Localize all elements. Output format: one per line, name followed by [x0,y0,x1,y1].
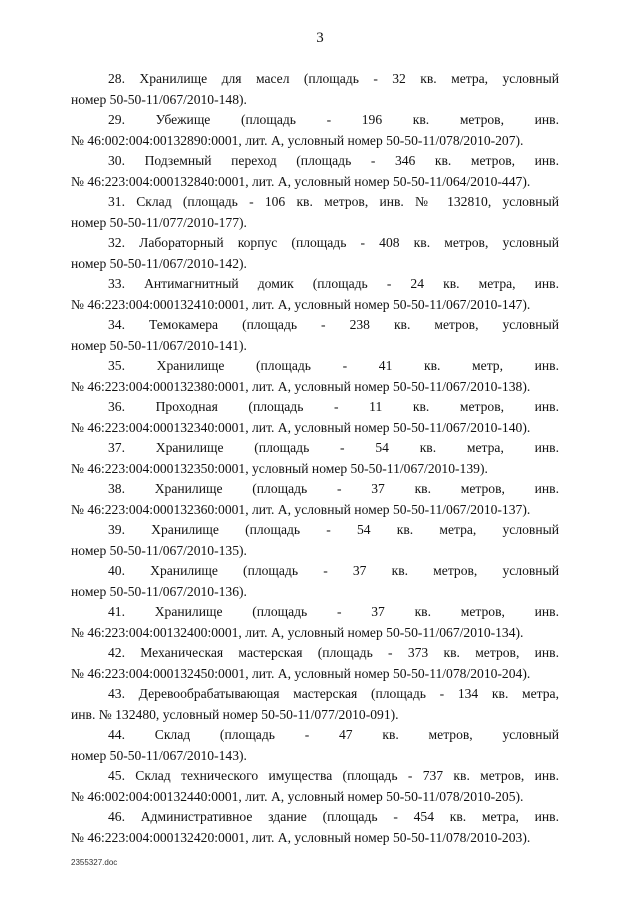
list-item [71,192,559,233]
list-item-continuation: номер 50-50-11/067/2010-141). [71,337,247,353]
list-item-first-line: 36. Проходная (площадь - 11 кв. метров, инв. [108,399,559,414]
list-item [71,438,559,479]
list-item-first-line: 32. Лабораторный корпус (площадь - 408 кв. метров, условный [108,235,559,250]
list-item-continuation: номер 50-50-11/067/2010-142). [71,255,247,271]
list-item [71,110,559,151]
document-filename: 2355327.doc [71,858,118,867]
list-item-first-line: 37. Хранилище (площадь - 54 кв. метра, инв. [108,440,559,455]
list-item [71,69,559,110]
list-item [71,274,559,315]
list-item [71,807,559,848]
list-item-continuation: № 46:223:004:000132840:0001, лит. А, условный номер 50-50-11/064/2010-447). [71,173,531,189]
list-item-first-line: 39. Хранилище (площадь - 54 кв. метра, условный [108,522,559,537]
list-item-first-line: 34. Темокамера (площадь - 238 кв. метров, условный [108,317,559,332]
list-item-first-line: 28. Хранилище для масел (площадь - 32 кв. метра, условный [108,71,559,86]
list-item-first-line: 46. Административное здание (площадь - 454 кв. метра, инв. [108,809,559,824]
list-item-first-line: 29. Убежище (площадь - 196 кв. метров, инв. [108,112,559,127]
list-item [71,151,559,192]
list-item [71,684,559,725]
list-item-continuation: инв. № 132480, условный номер 50-50-11/077/2010-091). [71,706,399,722]
list-item-continuation: номер 50-50-11/067/2010-135). [71,542,247,558]
list-item-first-line: 44. Склад (площадь - 47 кв. метров, условный [108,727,559,742]
list-item-continuation: № 46:223:004:000132450:0001, лит. А, условный номер 50-50-11/078/2010-204). [71,665,531,681]
list-item-continuation: № 46:223:004:000132340:0001, лит. А, условный номер 50-50-11/067/2010-140). [71,419,531,435]
list-item [71,602,559,643]
list-item-first-line: 43. Деревообрабатывающая мастерская (площадь - 134 кв. метра, [108,686,559,701]
list-item-first-line: 42. Механическая мастерская (площадь - 373 кв. метров, инв. [108,645,559,660]
list-item-continuation: № 46:223:004:000132360:0001, лит. А, условный номер 50-50-11/067/2010-137). [71,501,531,517]
list-item [71,233,559,274]
list-item-continuation: № 46:223:004:000132410:0001, лит. А, условный номер 50-50-11/067/2010-147). [71,296,531,312]
list-item-continuation: № 46:223:004:000132380:0001, лит. А, условный номер 50-50-11/067/2010-138). [71,378,531,394]
list-item-continuation: № 46:223:004:000132420:0001, лит. А, условный номер 50-50-11/078/2010-203). [71,829,531,845]
page-number: 3 [316,30,324,46]
list-item-first-line: 40. Хранилище (площадь - 37 кв. метров, условный [108,563,559,578]
list-item [71,766,559,807]
list-item-first-line: 33. Антимагнитный домик (площадь - 24 кв. метра, инв. [108,276,559,291]
list-item [71,520,559,561]
list-item-continuation: № 46:002:004:00132890:0001, лит. А, условный номер 50-50-11/078/2010-207). [71,132,524,148]
list-item-first-line: 30. Подземный переход (площадь - 346 кв. метров, инв. [108,153,559,168]
list-item [71,479,559,520]
list-item-continuation: номер 50-50-11/067/2010-143). [71,747,247,763]
list-item-first-line: 45. Склад технического имущества (площадь - 737 кв. метров, инв. [108,768,559,783]
list-item-continuation: № 46:223:004:00132400:0001, лит. А, условный номер 50-50-11/067/2010-134). [71,624,524,640]
list-item-first-line: 38. Хранилище (площадь - 37 кв. метров, инв. [108,481,559,496]
list-item-continuation: номер 50-50-11/067/2010-148). [71,91,247,107]
list-item-first-line: 31. Склад (площадь - 106 кв. метров, инв. № 132810, условный [108,194,559,209]
list-item [71,397,559,438]
list-item-first-line: 41. Хранилище (площадь - 37 кв. метров, инв. [108,604,559,619]
list-item [71,643,559,684]
list-item [71,561,559,602]
list-item [71,725,559,766]
list-item-first-line: 35. Хранилище (площадь - 41 кв. метр, инв. [108,358,559,373]
list-item-continuation: номер 50-50-11/077/2010-177). [71,214,247,230]
list-item-continuation: № 46:002:004:00132440:0001, лит. А, условный номер 50-50-11/078/2010-205). [71,788,524,804]
list-item-continuation: номер 50-50-11/067/2010-136). [71,583,247,599]
list-item [71,315,559,356]
list-item-continuation: № 46:223:004:000132350:0001, условный номер 50-50-11/067/2010-139). [71,460,488,476]
list-item [71,356,559,397]
document-body [71,69,559,848]
